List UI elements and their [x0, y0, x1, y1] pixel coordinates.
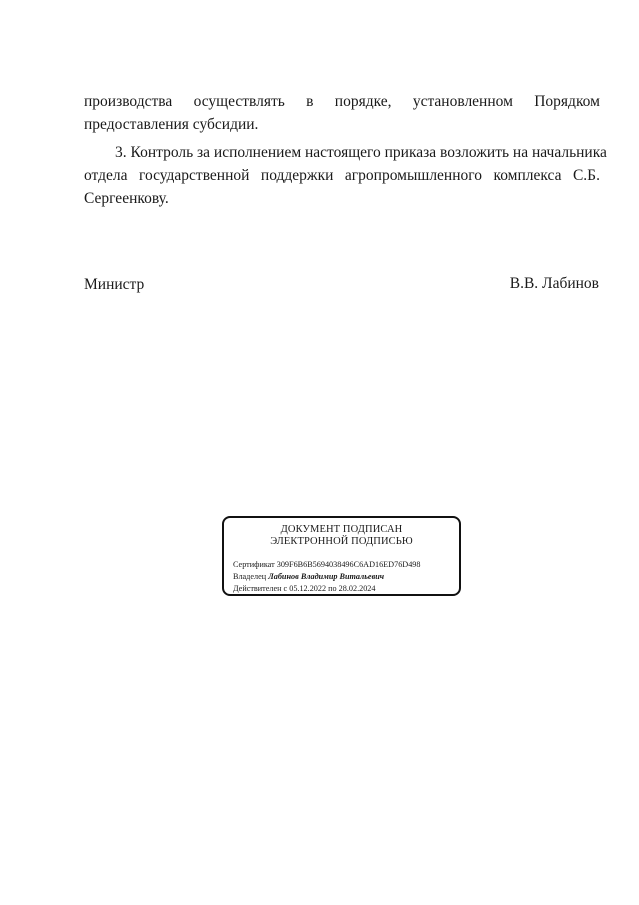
- valid-to-label: по: [328, 584, 337, 593]
- word: С.Б.: [572, 167, 600, 184]
- certificate-label: Сертификат: [233, 560, 275, 569]
- word: производства: [84, 93, 173, 110]
- owner-value: Лабинов Владимир Витальевич: [268, 572, 385, 581]
- paragraph-3-line-1: [84, 143, 607, 163]
- word: комплекса: [493, 167, 562, 184]
- word: Порядком: [534, 93, 600, 110]
- valid-label: Действителен: [233, 584, 282, 593]
- paragraph-3-line-3: Сергеенкову.: [84, 190, 169, 207]
- stamp-heading-line-1: ДОКУМЕНТ ПОДПИСАН: [280, 524, 403, 535]
- word: установленном: [412, 93, 513, 110]
- stamp-owner-row: [233, 572, 384, 582]
- stamp-heading-line-2: ЭЛЕКТРОННОЙ ПОДПИСЬЮ: [270, 536, 413, 547]
- word: порядке,: [334, 93, 392, 110]
- signer-title: Министр: [84, 276, 145, 293]
- paragraph-3-text: 3. Контроль за исполнением настоящего приказа возложить на начальника: [115, 144, 607, 161]
- word: осуществлять: [193, 93, 285, 110]
- valid-from-label: с: [283, 584, 288, 593]
- valid-to: 28.02.2024: [338, 584, 376, 593]
- stamp-validity-row: [233, 584, 375, 594]
- owner-label: Владелец: [233, 572, 267, 581]
- word: агропромышленного: [344, 167, 482, 184]
- signer-name: В.В. Лабинов: [509, 275, 599, 292]
- word: отдела: [84, 167, 128, 184]
- word: государственной: [138, 167, 250, 184]
- paragraph-continuation-line-2: предоставления субсидии.: [84, 116, 259, 133]
- electronic-signature-stamp: [222, 516, 461, 596]
- certificate-value: 309F6B6B5694038496C6AD16ED76D498: [276, 560, 421, 569]
- valid-from: 05.12.2022: [289, 584, 327, 593]
- stamp-certificate-row: [233, 560, 420, 570]
- stamp-heading: [224, 524, 459, 548]
- paragraph-3-line-2: [84, 166, 600, 186]
- word: поддержки: [260, 167, 334, 184]
- word: в: [306, 93, 314, 110]
- paragraph-continuation-line-1: [84, 92, 600, 112]
